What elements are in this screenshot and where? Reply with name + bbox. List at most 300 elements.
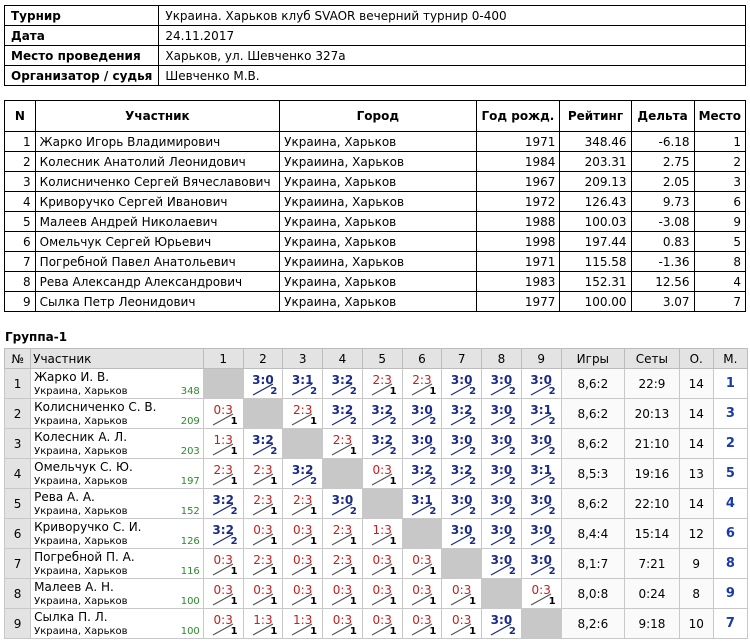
player-city: Украина, Харьков xyxy=(34,626,128,637)
player-cell xyxy=(31,489,204,519)
player-info xyxy=(34,506,200,517)
match-score: 3:0 xyxy=(450,493,473,507)
table-row xyxy=(5,292,746,312)
match-points: 1 xyxy=(270,566,278,577)
self-cell xyxy=(521,609,561,639)
match-points: 1 xyxy=(230,626,238,637)
match-score: 3:2 xyxy=(212,523,234,537)
match-score: 0:3 xyxy=(213,613,233,627)
player-cell xyxy=(31,519,204,549)
group-row xyxy=(5,549,748,579)
table-cell: 209.13 xyxy=(560,172,631,192)
match-result[interactable] xyxy=(521,369,561,399)
group-row xyxy=(5,399,748,429)
row-points: 8 xyxy=(679,579,713,609)
player-info xyxy=(34,566,200,577)
player-name: Жарко И. В. xyxy=(34,370,110,384)
match-score: 0:3 xyxy=(253,583,273,597)
table-cell: 4 xyxy=(694,272,745,292)
group-row xyxy=(5,579,748,609)
row-number: 1 xyxy=(5,369,31,399)
match-points: 2 xyxy=(508,386,516,397)
match-result[interactable] xyxy=(482,369,522,399)
player-name: Малеев А. Н. xyxy=(34,580,114,594)
match-points: 1 xyxy=(389,626,397,637)
match-score: 3:2 xyxy=(252,433,274,447)
group-row xyxy=(5,489,748,519)
player-info xyxy=(34,626,200,637)
match-result[interactable] xyxy=(482,429,522,459)
match-result[interactable] xyxy=(402,489,442,519)
row-sets: 20:13 xyxy=(625,399,680,429)
match-result[interactable] xyxy=(323,399,363,429)
row-number: 7 xyxy=(5,549,31,579)
match-result[interactable] xyxy=(402,369,442,399)
match-score: 2:3 xyxy=(253,493,273,507)
match-score: 0:3 xyxy=(412,613,432,627)
table-cell: Криворучко Сергей Иванович xyxy=(35,192,280,212)
player-name: Погребной П. А. xyxy=(34,550,135,564)
match-result[interactable] xyxy=(442,429,482,459)
match-points: 2 xyxy=(508,476,516,487)
row-number: 2 xyxy=(5,399,31,429)
match-result[interactable] xyxy=(243,609,283,639)
col-header-participant: Участник xyxy=(31,349,204,369)
match-result[interactable] xyxy=(323,579,363,609)
match-result[interactable] xyxy=(521,579,561,609)
match-result[interactable] xyxy=(203,519,243,549)
match-result[interactable] xyxy=(442,369,482,399)
player-info xyxy=(34,536,200,547)
self-cell xyxy=(482,579,522,609)
match-points: 1 xyxy=(270,506,278,517)
row-sets: 19:16 xyxy=(625,459,680,489)
table-cell: -3.08 xyxy=(631,212,694,232)
match-points: 2 xyxy=(548,416,556,427)
match-result[interactable] xyxy=(362,579,402,609)
table-cell: 1977 xyxy=(476,292,560,312)
match-result[interactable] xyxy=(323,609,363,639)
info-label: Турнир xyxy=(5,6,159,26)
table-cell: Колисниченко Сергей Вячеславович xyxy=(35,172,280,192)
row-place: 3 xyxy=(713,399,747,429)
match-points: 2 xyxy=(230,506,238,517)
info-value: Харьков, ул. Шевченко 327а xyxy=(159,46,746,66)
table-cell: 0.83 xyxy=(631,232,694,252)
match-result[interactable] xyxy=(442,399,482,429)
match-score: 0:3 xyxy=(372,463,392,477)
match-result[interactable] xyxy=(203,579,243,609)
match-score: 0:3 xyxy=(213,553,233,567)
match-result[interactable] xyxy=(243,549,283,579)
table-row xyxy=(5,212,746,232)
match-score: 3:0 xyxy=(530,553,552,567)
match-result[interactable] xyxy=(203,549,243,579)
match-score: 3:0 xyxy=(490,613,513,627)
table-cell: 203.31 xyxy=(560,152,631,172)
table-cell: Украина, Харьков xyxy=(280,272,476,292)
match-score: 0:3 xyxy=(332,613,353,627)
match-result[interactable] xyxy=(283,489,323,519)
match-score: 1:3 xyxy=(253,613,273,627)
info-row xyxy=(5,46,746,66)
match-points: 1 xyxy=(310,536,318,547)
col-header-games: Игры xyxy=(561,349,625,369)
match-result[interactable] xyxy=(482,519,522,549)
col-header-opponent: 4 xyxy=(323,349,363,369)
match-result[interactable] xyxy=(442,459,482,489)
match-result[interactable] xyxy=(521,399,561,429)
match-points: 2 xyxy=(548,476,556,487)
row-points: 9 xyxy=(679,549,713,579)
match-points: 1 xyxy=(310,596,318,607)
match-points: 2 xyxy=(469,416,477,427)
match-result[interactable] xyxy=(243,369,283,399)
match-points: 1 xyxy=(349,596,357,607)
match-result[interactable] xyxy=(482,549,522,579)
column-header: Место xyxy=(694,101,745,132)
match-result[interactable] xyxy=(482,399,522,429)
row-sets: 22:9 xyxy=(625,369,680,399)
row-games: 8,2:6 xyxy=(561,609,625,639)
match-points: 2 xyxy=(548,386,556,397)
match-score: 3:0 xyxy=(450,433,473,447)
match-result[interactable] xyxy=(482,609,522,639)
table-cell: 115.58 xyxy=(560,252,631,272)
match-score: 0:3 xyxy=(372,583,392,597)
player-city: Украина, Харьков xyxy=(34,596,128,607)
table-cell: 8 xyxy=(5,272,36,292)
row-games: 8,6:2 xyxy=(561,369,625,399)
match-result[interactable] xyxy=(402,459,442,489)
row-points: 14 xyxy=(679,369,713,399)
match-points: 2 xyxy=(270,386,278,397)
table-cell: 9 xyxy=(5,292,36,312)
match-result[interactable] xyxy=(442,489,482,519)
match-result[interactable] xyxy=(521,519,561,549)
match-points: 1 xyxy=(230,446,238,457)
match-points: 1 xyxy=(349,446,357,457)
match-result[interactable] xyxy=(362,369,402,399)
self-cell xyxy=(203,369,243,399)
match-points: 2 xyxy=(310,476,318,487)
match-result[interactable] xyxy=(283,609,323,639)
info-label: Место проведения xyxy=(5,46,159,66)
row-points: 12 xyxy=(679,519,713,549)
match-result[interactable] xyxy=(362,609,402,639)
match-result[interactable] xyxy=(442,609,482,639)
match-score: 0:3 xyxy=(412,553,432,567)
table-row xyxy=(5,272,746,292)
match-score: 3:0 xyxy=(530,523,552,537)
table-cell: 12.56 xyxy=(631,272,694,292)
row-number: 5 xyxy=(5,489,31,519)
match-points: 1 xyxy=(310,626,318,637)
table-cell: 1 xyxy=(5,132,36,152)
group-results-grid xyxy=(4,348,748,639)
table-cell: 9.73 xyxy=(631,192,694,212)
match-points: 2 xyxy=(508,506,516,517)
col-header-opponent: 7 xyxy=(442,349,482,369)
match-result[interactable] xyxy=(362,549,402,579)
match-points: 2 xyxy=(349,386,357,397)
match-score: 3:0 xyxy=(530,433,552,447)
match-result[interactable] xyxy=(283,519,323,549)
info-value: 24.11.2017 xyxy=(159,26,746,46)
match-result[interactable] xyxy=(362,399,402,429)
table-cell: Рева Александр Александрович xyxy=(35,272,280,292)
match-result[interactable] xyxy=(402,549,442,579)
match-points: 1 xyxy=(429,566,437,577)
player-city: Украина, Харьков xyxy=(34,446,128,457)
table-cell: 1984 xyxy=(476,152,560,172)
table-row xyxy=(5,232,746,252)
match-result[interactable] xyxy=(362,459,402,489)
match-score: 2:3 xyxy=(253,463,273,477)
match-result[interactable] xyxy=(521,549,561,579)
row-sets: 0:24 xyxy=(625,579,680,609)
match-score: 3:0 xyxy=(530,373,552,387)
match-score: 3:0 xyxy=(450,523,473,537)
match-result[interactable] xyxy=(482,489,522,519)
match-result[interactable] xyxy=(402,399,442,429)
self-cell xyxy=(402,519,442,549)
table-cell: -1.36 xyxy=(631,252,694,272)
match-points: 2 xyxy=(508,626,516,637)
row-place: 2 xyxy=(713,429,747,459)
match-points: 2 xyxy=(429,506,437,517)
player-city: Украина, Харьков xyxy=(34,386,128,397)
match-points: 2 xyxy=(548,566,556,577)
group-row xyxy=(5,609,748,639)
player-name: Сылка П. Л. xyxy=(34,610,108,624)
match-score: 0:3 xyxy=(253,523,273,537)
table-cell: 3.07 xyxy=(631,292,694,312)
player-name: Криворучко С. И. xyxy=(34,520,142,534)
match-result[interactable] xyxy=(323,429,363,459)
match-result[interactable] xyxy=(283,369,323,399)
player-name: Омельчук С. Ю. xyxy=(34,460,133,474)
player-city: Украина, Харьков xyxy=(34,506,128,517)
match-score: 0:3 xyxy=(293,583,313,597)
table-cell: Украиина, Харьков xyxy=(280,252,476,272)
match-score: 1:3 xyxy=(372,523,392,537)
column-header: Город xyxy=(280,101,476,132)
match-result[interactable] xyxy=(521,489,561,519)
match-score: 3:2 xyxy=(450,463,473,477)
match-score: 3:2 xyxy=(450,403,473,417)
col-header-opponent: 3 xyxy=(283,349,323,369)
match-score: 2:3 xyxy=(412,373,432,387)
player-rating: 197 xyxy=(180,476,200,487)
match-points: 1 xyxy=(349,626,357,637)
row-games: 8,4:4 xyxy=(561,519,625,549)
table-cell: 2 xyxy=(694,152,745,172)
match-result[interactable] xyxy=(323,489,363,519)
table-cell: 2.05 xyxy=(631,172,694,192)
match-points: 1 xyxy=(469,626,477,637)
table-cell: 1998 xyxy=(476,232,560,252)
match-score: 0:3 xyxy=(452,583,472,597)
row-games: 8,5:3 xyxy=(561,459,625,489)
col-header-opponent: 6 xyxy=(402,349,442,369)
table-cell: Погребной Павел Анатольевич xyxy=(35,252,280,272)
group-title: Группа-1 xyxy=(5,330,68,344)
player-city: Украина, Харьков xyxy=(34,416,128,427)
row-place: 1 xyxy=(713,369,747,399)
table-cell: 6 xyxy=(694,192,745,212)
match-points: 2 xyxy=(469,446,477,457)
match-result[interactable] xyxy=(243,579,283,609)
match-result[interactable] xyxy=(283,579,323,609)
row-place: 8 xyxy=(713,549,747,579)
match-points: 1 xyxy=(310,566,318,577)
col-header-sets: Сеты xyxy=(625,349,680,369)
match-points: 1 xyxy=(230,476,238,487)
player-cell xyxy=(31,549,204,579)
match-points: 2 xyxy=(230,536,238,547)
table-cell: Колесник Анатолий Леонидович xyxy=(35,152,280,172)
match-points: 2 xyxy=(429,446,437,457)
match-result[interactable] xyxy=(283,549,323,579)
col-header-points: О. xyxy=(679,349,713,369)
match-result[interactable] xyxy=(243,519,283,549)
match-result[interactable] xyxy=(283,459,323,489)
table-row xyxy=(5,152,746,172)
match-points: 1 xyxy=(310,506,318,517)
match-result[interactable] xyxy=(243,459,283,489)
table-row xyxy=(5,192,746,212)
match-result[interactable] xyxy=(323,369,363,399)
row-place: 5 xyxy=(713,459,747,489)
table-cell: 1971 xyxy=(476,252,560,272)
info-row xyxy=(5,26,746,46)
player-info xyxy=(34,476,200,487)
info-row xyxy=(5,66,746,86)
match-result[interactable] xyxy=(402,609,442,639)
match-points: 2 xyxy=(508,416,516,427)
match-points: 2 xyxy=(389,446,397,457)
table-cell: 3 xyxy=(694,172,745,192)
match-result[interactable] xyxy=(203,399,243,429)
player-cell xyxy=(31,399,204,429)
match-score: 2:3 xyxy=(332,433,353,447)
table-cell: 1971 xyxy=(476,132,560,152)
table-cell: 126.43 xyxy=(560,192,631,212)
match-result[interactable] xyxy=(283,399,323,429)
match-points: 1 xyxy=(349,536,357,547)
player-rating: 348 xyxy=(180,386,200,397)
match-result[interactable] xyxy=(521,429,561,459)
match-result[interactable] xyxy=(203,489,243,519)
match-result[interactable] xyxy=(323,549,363,579)
row-number: 9 xyxy=(5,609,31,639)
match-result[interactable] xyxy=(362,519,402,549)
match-score: 0:3 xyxy=(372,613,392,627)
match-points: 2 xyxy=(270,446,278,457)
match-points: 2 xyxy=(548,506,556,517)
match-points: 1 xyxy=(548,596,556,607)
player-rating: 203 xyxy=(180,446,200,457)
player-rating: 209 xyxy=(180,416,200,427)
table-cell: 5 xyxy=(694,232,745,252)
match-result[interactable] xyxy=(203,459,243,489)
match-score: 3:2 xyxy=(331,373,354,387)
match-points: 2 xyxy=(429,416,437,427)
match-score: 3:0 xyxy=(490,553,513,567)
match-result[interactable] xyxy=(521,459,561,489)
match-points: 1 xyxy=(469,596,477,607)
match-points: 1 xyxy=(429,626,437,637)
group-row xyxy=(5,459,748,489)
match-result[interactable] xyxy=(482,459,522,489)
group-row xyxy=(5,369,748,399)
match-score: 3:2 xyxy=(331,403,354,417)
table-cell: 7 xyxy=(694,292,745,312)
player-rating: 100 xyxy=(180,596,200,607)
player-rating: 126 xyxy=(180,536,200,547)
table-cell: Украиина, Харьков xyxy=(280,192,476,212)
match-result[interactable] xyxy=(362,429,402,459)
table-cell: 197.44 xyxy=(560,232,631,252)
table-cell: 9 xyxy=(694,212,745,232)
info-row xyxy=(5,6,746,26)
col-header-opponent: 9 xyxy=(521,349,561,369)
player-name: Колесник А. Л. xyxy=(34,430,128,444)
match-points: 1 xyxy=(270,536,278,547)
match-score: 3:0 xyxy=(411,403,433,417)
match-score: 3:0 xyxy=(490,373,513,387)
match-score: 0:3 xyxy=(213,583,233,597)
col-header-num: № xyxy=(5,349,31,369)
match-result[interactable] xyxy=(442,519,482,549)
player-city: Украина, Харьков xyxy=(34,566,128,577)
table-cell: Украина, Харьков xyxy=(280,292,476,312)
col-header-opponent: 8 xyxy=(482,349,522,369)
col-header-opponent: 5 xyxy=(362,349,402,369)
match-score: 1:3 xyxy=(213,433,233,447)
player-rating: 152 xyxy=(180,506,200,517)
match-result[interactable] xyxy=(243,429,283,459)
match-result[interactable] xyxy=(402,429,442,459)
match-points: 1 xyxy=(270,476,278,487)
player-info xyxy=(34,596,200,607)
table-cell: Жарко Игорь Владимирович xyxy=(35,132,280,152)
match-points: 2 xyxy=(548,536,556,547)
match-score: 2:3 xyxy=(253,553,273,567)
player-info xyxy=(34,416,200,427)
match-result[interactable] xyxy=(323,519,363,549)
match-result[interactable] xyxy=(243,489,283,519)
row-place: 7 xyxy=(713,609,747,639)
match-points: 2 xyxy=(349,416,357,427)
match-score: 0:3 xyxy=(531,583,551,597)
row-number: 8 xyxy=(5,579,31,609)
match-points: 1 xyxy=(230,416,238,427)
match-result[interactable] xyxy=(203,429,243,459)
match-score: 3:0 xyxy=(490,523,513,537)
match-result[interactable] xyxy=(203,609,243,639)
player-rating: 116 xyxy=(180,566,200,577)
match-result[interactable] xyxy=(442,579,482,609)
match-score: 3:0 xyxy=(490,433,513,447)
match-score: 3:0 xyxy=(490,463,513,477)
table-cell: 2.75 xyxy=(631,152,694,172)
match-score: 3:0 xyxy=(331,493,354,507)
player-cell xyxy=(31,459,204,489)
match-result[interactable] xyxy=(402,579,442,609)
table-cell: Украина, Харьков xyxy=(280,132,476,152)
